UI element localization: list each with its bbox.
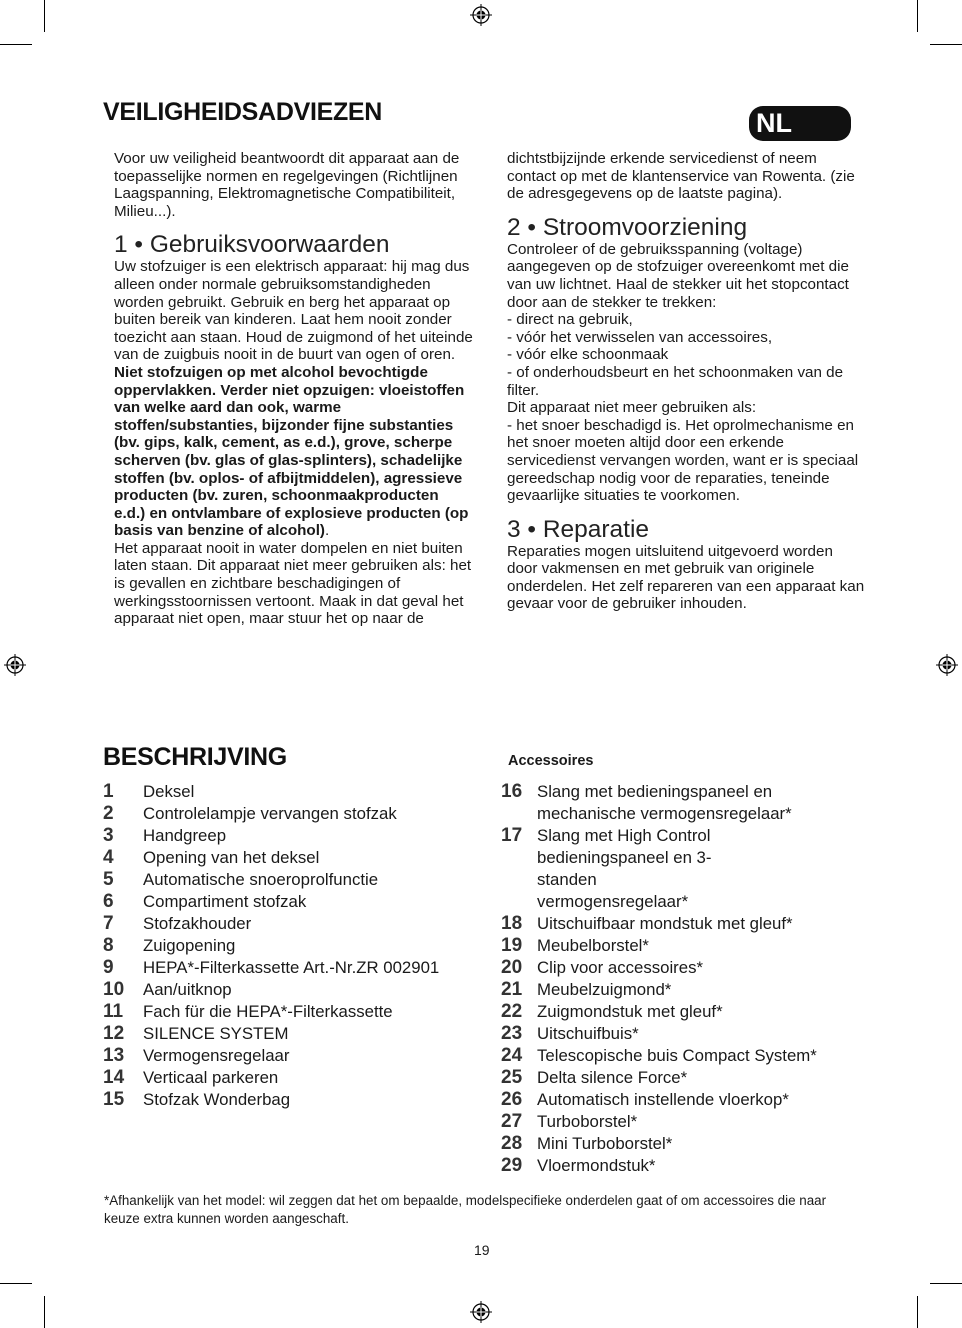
safety-column-right — [507, 150, 867, 613]
list-item — [103, 979, 483, 1001]
list-item — [501, 1023, 866, 1045]
section-1-warning-bold: Niet stofzuigen op met alcohol bevochtigde oppervlakken. Verder niet opzuigen: vloeistoffen van welke aard dan ook, warme stoffen/substanties, bijzonder fijne substanties (bv. gips, kalk, cement, as e.d.), grove, scherpe scherven (bv. glas of glas-splinters), schadelijke stoffen (bv. oplos- of afbijtmiddelen), agressieve producten (bv. zuren, schoonmaakproducten e.d.) en ontvlambare of explosieve producten (op basis van benzine of alcohol) — [114, 363, 469, 540]
item-label: Zuigmondstuk met gleuf* — [537, 1002, 723, 1021]
section-1-text-2: Het apparaat nooit in water dompelen en niet buiten laten staan. Dit apparaat niet meer gebruiken als: het is gevallen en zichtbare beschadigingen of werkingsstoornissen vertoont. Maak in dat geval het apparaat niet open, maar stuur het op naar de — [114, 539, 472, 628]
crop-mark — [930, 44, 962, 45]
service-continuation: dichtstbijzijnde erkende servicedienst of neem contact op met de klantenservice van Rowenta. (zie de adresgegevens op de laatste pagina). — [507, 150, 855, 203]
item-number: 17 — [501, 825, 523, 846]
registration-mark-icon — [470, 1301, 492, 1323]
section-2-text: Controleer of de gebruiksspanning (voltage) aangegeven op de stofzuiger overeenkomt met die van uw lichtnet. Haal de stekker uit het stopcontact door aan de stekker te trekken: — [507, 240, 849, 311]
list-item — [103, 847, 483, 869]
section-2-item: - vóór het verwisselen van accessoires, — [507, 328, 773, 346]
item-number: 27 — [501, 1111, 523, 1132]
item-number: 3 — [103, 825, 114, 846]
section-2-item: - of onderhoudsbeurt en het schoonmaken van de filter. — [507, 363, 844, 399]
crop-mark — [44, 1296, 45, 1328]
item-label: Handgreep — [143, 826, 227, 845]
item-number: 7 — [103, 913, 114, 934]
item-label: Vermogensregelaar — [143, 1046, 290, 1065]
accessories-list — [501, 781, 866, 1177]
section-3-text: Reparaties mogen uitsluitend uitgevoerd worden door vakmensen en met gebruik van originele onderdelen. Het zelf repareren van een apparaat kan gevaar voor de gebruiker inhouden. — [507, 542, 865, 613]
item-label: Stofzakhouder — [143, 914, 252, 933]
list-item — [103, 891, 483, 913]
list-item — [501, 781, 866, 825]
list-item — [501, 825, 866, 913]
crop-mark — [930, 1283, 962, 1284]
item-label: Controlelampje vervangen stofzak — [143, 804, 397, 823]
item-label: SILENCE SYSTEM — [143, 1024, 289, 1043]
item-label: HEPA*-Filterkassette Art.-Nr.ZR 002901 — [143, 958, 440, 977]
registration-mark-icon — [4, 654, 26, 676]
item-label: Fach für die HEPA*-Filterkassette — [143, 1002, 393, 1021]
item-number: 9 — [103, 957, 114, 978]
list-item — [501, 957, 866, 979]
item-number: 21 — [501, 979, 523, 1000]
item-number: 2 — [103, 803, 114, 824]
item-label: Meubelzuigmond* — [537, 980, 672, 999]
list-item — [103, 935, 483, 957]
item-label: Telescopische buis Compact System* — [537, 1046, 817, 1065]
item-number: 11 — [103, 1001, 124, 1022]
section-2-item: - vóór elke schoonmaak — [507, 346, 669, 364]
safety-column-left — [114, 150, 474, 628]
list-item — [103, 781, 483, 803]
crop-mark — [917, 1296, 918, 1328]
item-label: Delta silence Force* — [537, 1068, 688, 1087]
item-number: 4 — [103, 847, 114, 868]
item-number: 28 — [501, 1133, 523, 1154]
list-item — [103, 1023, 483, 1045]
item-number: 12 — [103, 1023, 125, 1044]
item-number: 23 — [501, 1023, 523, 1044]
item-label: Vloermondstuk* — [537, 1156, 656, 1175]
item-number: 20 — [501, 957, 523, 978]
item-label: Aan/uitknop — [143, 980, 232, 999]
item-number: 29 — [501, 1155, 523, 1176]
item-label: Compartiment stofzak — [143, 892, 307, 911]
item-label: Zuigopening — [143, 936, 236, 955]
section-1-title: 1 • Gebruiksvoorwaarden — [114, 231, 390, 259]
item-number: 25 — [501, 1067, 523, 1088]
section-2-item: - direct na gebruik, — [507, 311, 633, 329]
section-1-warning-dot: . — [324, 522, 330, 540]
item-label: Slang met High Control bedieningspaneel en 3-standen vermogensregelaar* — [537, 826, 712, 911]
item-label: Verticaal parkeren — [143, 1068, 279, 1087]
section-2-title: 2 • Stroomvoorziening — [507, 213, 748, 241]
item-label: Stofzak Wonderbag — [143, 1090, 291, 1109]
list-item — [103, 803, 483, 825]
section-1-warning — [114, 364, 474, 540]
item-number: 19 — [501, 935, 523, 956]
list-item — [501, 1155, 866, 1177]
list-item — [501, 913, 866, 935]
list-item — [501, 1067, 866, 1089]
item-number: 15 — [103, 1089, 125, 1110]
item-number: 22 — [501, 1001, 523, 1022]
registration-mark-icon — [470, 4, 492, 26]
parts-list — [103, 781, 483, 1111]
item-number: 14 — [103, 1067, 125, 1088]
section-1-text: Uw stofzuiger is een elektrisch apparaat: hij mag dus alleen onder normale gebruiksomstandigheden worden gebruikt. Gebruik en berg het apparaat op buiten bereik van kinderen. Laat hem nooit zonder toezicht aan staan. Houd de zuigmond of het uiteinde van de zuigbuis nooit in de buurt van ogen of oren. — [114, 258, 473, 364]
list-item — [103, 1045, 483, 1067]
item-label: Uitschuifbuis* — [537, 1024, 639, 1043]
section-2-text-2: Dit apparaat niet meer gebruiken als: — [507, 399, 757, 417]
list-item — [103, 957, 483, 979]
crop-mark — [0, 44, 32, 45]
section-3-title: 3 • Reparatie — [507, 515, 650, 543]
item-label: Turboborstel* — [537, 1112, 638, 1131]
item-number: 26 — [501, 1089, 523, 1110]
list-item — [103, 869, 483, 891]
registration-mark-icon — [936, 654, 958, 676]
item-label: Slang met bedieningspaneel en mechanische vermogensregelaar* — [537, 782, 792, 823]
list-item — [501, 1045, 866, 1067]
crop-mark — [917, 0, 918, 32]
safety-intro: Voor uw veiligheid beantwoordt dit apparaat aan de toepasselijke normen en regelgevingen (Richtlijnen Laagspanning, Elektromagnetische Compatibiliteit, Milieu...). — [114, 150, 460, 220]
item-number: 5 — [103, 869, 114, 890]
item-number: 1 — [103, 781, 114, 802]
item-number: 16 — [501, 781, 523, 802]
item-number: 13 — [103, 1045, 125, 1066]
item-label: Meubelborstel* — [537, 936, 649, 955]
list-item — [103, 1067, 483, 1089]
item-number: 24 — [501, 1045, 523, 1066]
list-item — [501, 1089, 866, 1111]
page-number: 19 — [474, 1242, 490, 1258]
list-item — [501, 1133, 866, 1155]
item-label: Automatisch instellende vloerkop* — [537, 1090, 789, 1109]
item-number: 8 — [103, 935, 114, 956]
safety-heading: VEILIGHEIDSADVIEZEN — [103, 98, 383, 126]
list-item — [103, 1089, 483, 1111]
item-label: Clip voor accessoires* — [537, 958, 704, 977]
description-heading: BESCHRIJVING — [103, 743, 287, 771]
item-label: Mini Turboborstel* — [537, 1134, 673, 1153]
item-label: Deksel — [143, 782, 195, 801]
list-item — [103, 1001, 483, 1023]
language-badge: NL — [749, 106, 851, 141]
item-number: 10 — [103, 979, 125, 1000]
footnote: *Afhankelijk van het model: wil zeggen dat het om bepaalde, modelspecifieke onderdelen gaat of om accessoires die naar keuze extra kunnen worden aangeschaft. — [104, 1193, 827, 1226]
list-item — [501, 979, 866, 1001]
list-item — [501, 1001, 866, 1023]
item-number: 18 — [501, 913, 523, 934]
item-label: Uitschuifbaar mondstuk met gleuf* — [537, 914, 793, 933]
list-item — [103, 825, 483, 847]
crop-mark — [0, 1283, 32, 1284]
item-label: Opening van het deksel — [143, 848, 320, 867]
item-number: 6 — [103, 891, 114, 912]
section-2-text-3: - het snoer beschadigd is. Het oprolmechanisme en het snoer moeten altijd door een erkende servicedienst vervangen worden, want er is speciaal gereedschap nodig voor de reparaties, teneinde gevaarlijke situaties te voorkomen. — [507, 416, 859, 505]
list-item — [103, 913, 483, 935]
item-label: Automatische snoeroprolfunctie — [143, 870, 379, 889]
list-item — [501, 935, 866, 957]
crop-mark — [44, 0, 45, 32]
accessories-heading: Accessoires — [508, 753, 594, 769]
list-item — [501, 1111, 866, 1133]
